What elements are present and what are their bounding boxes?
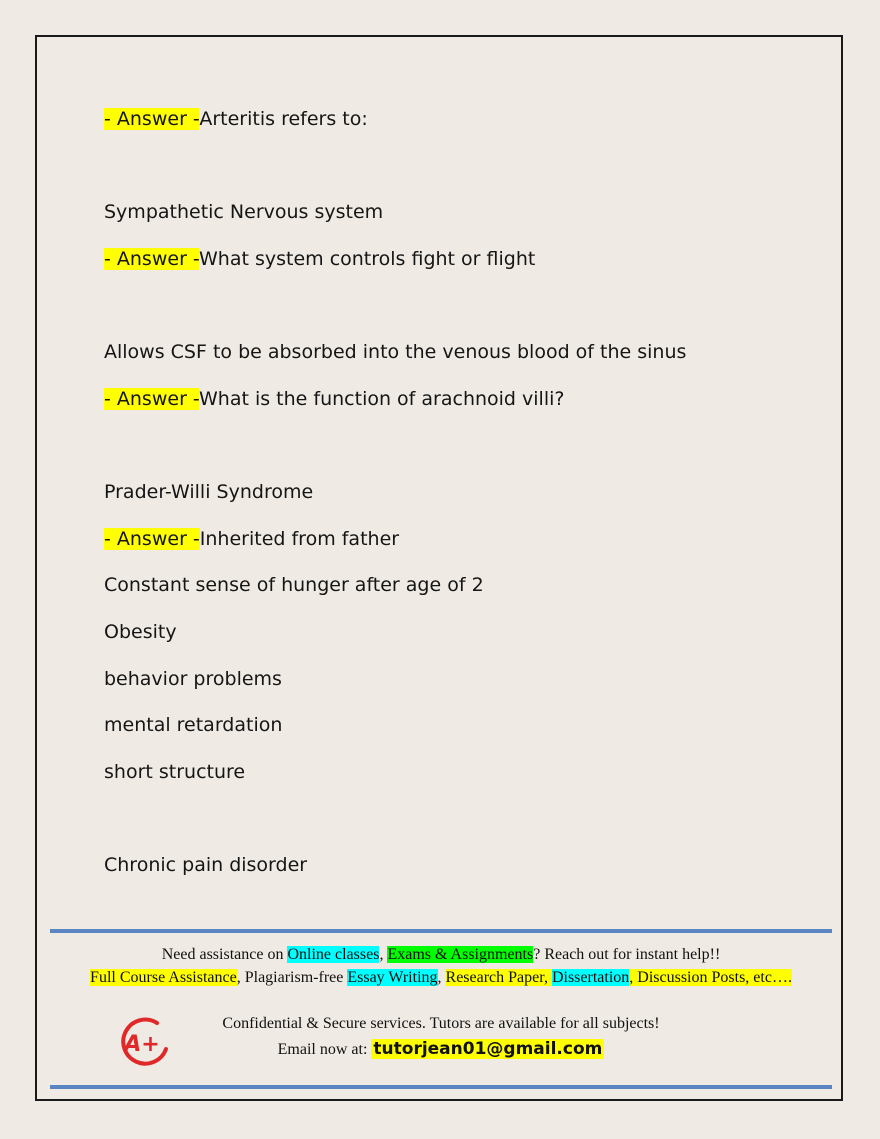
line-text: Inherited from father [199,528,400,550]
line-text: Chronic pain disorder [104,854,308,876]
footer-text: Need assistance on [161,946,288,963]
email-link[interactable]: tutorjean01@gmail.com [373,1039,603,1059]
line-text: Obesity [104,621,177,643]
answer-line-3 [104,386,564,412]
line-text: Constant sense of hunger after age of 2 [104,574,484,596]
answer-label: - Answer - [104,108,200,130]
question-line-1 [104,199,383,225]
full-course-link[interactable]: Full Course Assistance [90,969,237,986]
answer-line-1 [104,106,368,132]
line-text: Sympathetic Nervous system [104,201,384,223]
footer-email-line [50,1038,832,1061]
footer-top-divider [50,929,832,933]
line-text: short structure [104,761,246,783]
footer-text: , [379,946,388,963]
line-text: mental retardation [104,714,283,736]
footer-services-line [50,967,832,989]
dissertation-link[interactable]: Dissertation [551,969,630,986]
question-line-3 [104,479,313,505]
text-line [104,619,177,645]
footer-bottom-divider [50,1085,832,1089]
text-line [104,572,484,598]
answer-label: - Answer - [104,248,199,270]
footer-text: , Plagiarism-free [236,969,348,986]
logo-text: A+ [124,1032,160,1057]
question-line-4 [104,852,307,878]
text-line [104,712,282,738]
line-text: Allows CSF to be absorbed into the venous blood of the sinus [104,341,687,363]
answer-label: - Answer - [104,388,199,410]
text-line [104,759,245,785]
research-paper-link[interactable]: Research Paper, [445,969,552,986]
line-text: Arteritis refers to: [199,108,368,130]
footer-confidential-line [50,1013,832,1035]
footer-text: Confidential & Secure services. Tutors are available for all subjects! [222,1015,660,1032]
line-text: Prader-Willi Syndrome [104,481,314,503]
discussion-posts-link[interactable]: , Discussion Posts, etc…. [629,969,792,986]
question-line-2 [104,339,686,365]
answer-line-2 [104,246,535,272]
page-border [35,35,843,1101]
answer-label: - Answer - [104,528,200,550]
essay-writing-link[interactable]: Essay Writing [347,969,438,986]
line-text: What is the function of arachnoid villi? [199,388,565,410]
exams-assignments-link[interactable]: Exams & Assignments [387,946,534,963]
answer-line-4 [104,526,399,552]
footer-text: , [437,969,446,986]
email-label: Email now at: [277,1041,372,1058]
line-text: What system controls fight or flight [199,248,536,270]
online-classes-link[interactable]: Online classes [287,946,380,963]
text-line [104,666,282,692]
line-text: behavior problems [104,668,282,690]
footer-help-line [50,944,832,966]
footer-text: ? Reach out for instant help!! [533,946,721,963]
